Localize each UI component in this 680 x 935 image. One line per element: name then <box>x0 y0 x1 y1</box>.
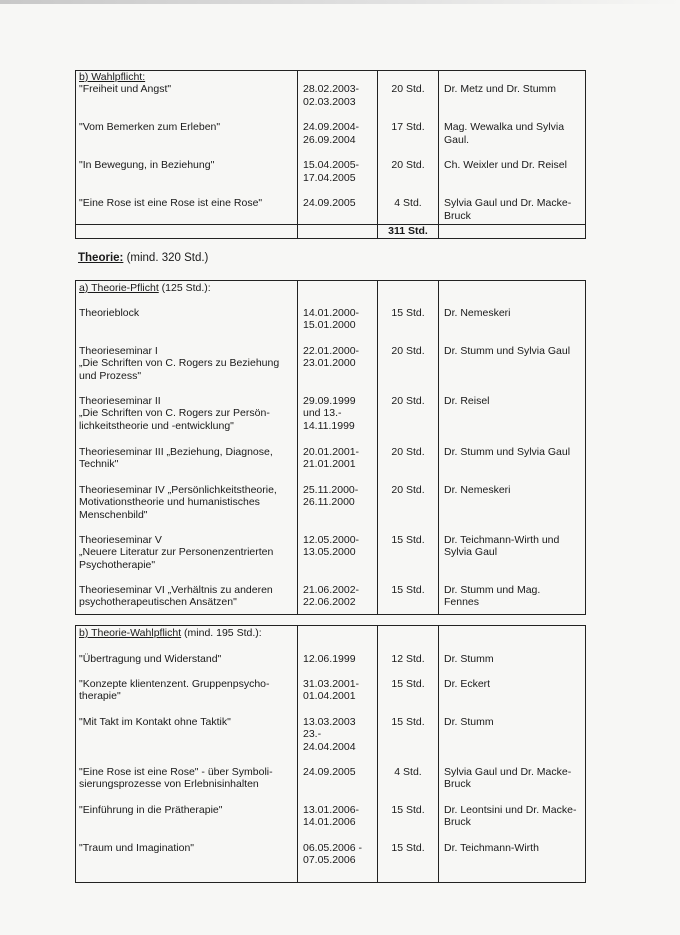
course-date: 13.03.2003 23.- 24.04.2004 <box>298 716 378 766</box>
course-title: Theorieseminar II „Die Schriften von C. Rogers zur Persön- lichkeitstheorie und -entwicklung" <box>76 395 298 446</box>
course-hours: 20 Std. <box>378 345 439 395</box>
course-leader: Sylvia Gaul und Dr. Macke- Bruck <box>439 766 586 804</box>
course-leader: Sylvia Gaul und Dr. Macke- Bruck <box>439 197 586 225</box>
course-date: 06.05.2006 - 07.05.2006 <box>298 842 378 883</box>
empty-cell <box>298 71 378 84</box>
course-title: Theorieblock <box>76 295 298 345</box>
empty-cell <box>298 281 378 295</box>
course-date: 24.09.2004- 26.09.2004 <box>298 121 378 159</box>
table-row <box>76 121 586 159</box>
scan-edge-shadow <box>0 0 680 4</box>
section-header-label: b) Theorie-Wahlpflicht <box>79 627 182 639</box>
course-title: "Vom Bemerken zum Erleben" <box>76 121 298 159</box>
section-header <box>76 626 298 640</box>
table-row <box>76 534 586 584</box>
empty-cell <box>439 225 586 239</box>
course-date: 20.01.2001- 21.01.2001 <box>298 446 378 484</box>
course-leader: Dr. Stumm und Sylvia Gaul <box>439 446 586 484</box>
table-row <box>76 446 586 484</box>
course-date: 21.06.2002- 22.06.2002 <box>298 584 378 615</box>
table-row <box>76 678 586 716</box>
table-row <box>76 484 586 534</box>
course-date: 12.06.1999 <box>298 640 378 678</box>
course-hours: 20 Std. <box>378 446 439 484</box>
course-date: 13.01.2006- 14.01.2006 <box>298 804 378 842</box>
course-date: 22.01.2000- 23.01.2000 <box>298 345 378 395</box>
course-leader: Dr. Teichmann-Wirth und Sylvia Gaul <box>439 534 586 584</box>
course-title: Theorieseminar IV „Persönlichkeitstheorie, Motivationstheorie und humanistisches Menschenbild" <box>76 484 298 534</box>
course-leader: Dr. Stumm <box>439 640 586 678</box>
section-header <box>76 281 298 295</box>
course-hours: 15 Std. <box>378 678 439 716</box>
table-row <box>76 295 586 345</box>
course-leader: Dr. Stumm und Mag. Fennes <box>439 584 586 615</box>
course-hours: 20 Std. <box>378 484 439 534</box>
total-row <box>76 225 586 239</box>
table-row <box>76 395 586 446</box>
table-row <box>76 345 586 395</box>
section-header-label: a) Theorie-Pflicht <box>79 282 159 294</box>
course-hours: 17 Std. <box>378 121 439 159</box>
table-row <box>76 804 586 842</box>
theorie-pflicht-table <box>75 280 586 615</box>
table-row <box>76 716 586 766</box>
course-title: "Übertragung und Widerstand" <box>76 640 298 678</box>
course-date: 25.11.2000- 26.11.2000 <box>298 484 378 534</box>
table-row <box>76 83 586 121</box>
course-date: 14.01.2000- 15.01.2000 <box>298 295 378 345</box>
empty-cell <box>378 71 439 84</box>
section-header <box>76 71 298 84</box>
course-leader: Dr. Eckert <box>439 678 586 716</box>
section-header-note: (mind. 195 Std.): <box>181 627 262 639</box>
course-title: Theorieseminar V „Neuere Literatur zur Personenzentrierten Psychotherapie" <box>76 534 298 584</box>
course-title: "Einführung in die Prätherapie" <box>76 804 298 842</box>
course-hours: 15 Std. <box>378 716 439 766</box>
theorie-wahlpflicht-table <box>75 625 586 883</box>
empty-cell <box>439 71 586 84</box>
empty-cell <box>439 281 586 295</box>
empty-cell <box>378 281 439 295</box>
course-leader: Dr. Teichmann-Wirth <box>439 842 586 883</box>
course-date: 24.09.2005 <box>298 766 378 804</box>
course-hours: 20 Std. <box>378 83 439 121</box>
course-title: "Konzepte klientenzent. Gruppenpsycho- therapie" <box>76 678 298 716</box>
course-title: "Traum und Imagination" <box>76 842 298 883</box>
course-title: "Eine Rose ist eine Rose ist eine Rose" <box>76 197 298 225</box>
total-hours: 311 Std. <box>378 225 439 239</box>
section-header-label: b) Wahlpflicht: <box>79 71 146 83</box>
table-header-row <box>76 626 586 640</box>
table-row <box>76 842 586 883</box>
course-date: 29.09.1999 und 13.- 14.11.1999 <box>298 395 378 446</box>
table-header-row <box>76 71 586 84</box>
empty-cell <box>439 626 586 640</box>
course-title: Theorieseminar VI „Verhältnis zu anderen psychotherapeutischen Ansätzen" <box>76 584 298 615</box>
course-leader: Mag. Wewalka und Sylvia Gaul. <box>439 121 586 159</box>
course-date: 24.09.2005 <box>298 197 378 225</box>
course-hours: 20 Std. <box>378 395 439 446</box>
course-date: 31.03.2001- 01.04.2001 <box>298 678 378 716</box>
course-hours: 4 Std. <box>378 197 439 225</box>
empty-cell <box>378 626 439 640</box>
course-title: "In Bewegung, in Beziehung" <box>76 159 298 197</box>
course-hours: 15 Std. <box>378 584 439 615</box>
table-header-row <box>76 281 586 295</box>
course-hours: 15 Std. <box>378 534 439 584</box>
course-leader: Dr. Nemeskeri <box>439 484 586 534</box>
table-row <box>76 159 586 197</box>
course-leader: Dr. Stumm und Sylvia Gaul <box>439 345 586 395</box>
course-hours: 12 Std. <box>378 640 439 678</box>
course-title: "Mit Takt im Kontakt ohne Taktik" <box>76 716 298 766</box>
course-date: 28.02.2003- 02.03.2003 <box>298 83 378 121</box>
course-hours: 20 Std. <box>378 159 439 197</box>
course-title: "Eine Rose ist eine Rose" - über Symboli- sierungsprozesse von Erlebnisinhalten <box>76 766 298 804</box>
table-row <box>76 766 586 804</box>
theorie-heading: Theorie: (mind. 320 Std.) <box>78 252 209 264</box>
course-hours: 4 Std. <box>378 766 439 804</box>
table-row <box>76 197 586 225</box>
empty-cell <box>76 225 298 239</box>
table-row <box>76 584 586 615</box>
course-leader: Dr. Nemeskeri <box>439 295 586 345</box>
table-row <box>76 640 586 678</box>
course-hours: 15 Std. <box>378 842 439 883</box>
wahlpflicht-table <box>75 70 586 239</box>
section-header-note: (125 Std.): <box>158 282 211 294</box>
course-title: "Freiheit und Angst" <box>76 83 298 121</box>
course-leader: Dr. Metz und Dr. Stumm <box>439 83 586 121</box>
empty-cell <box>298 626 378 640</box>
course-leader: Ch. Weixler und Dr. Reisel <box>439 159 586 197</box>
empty-cell <box>298 225 378 239</box>
course-title: Theorieseminar III „Beziehung, Diagnose, Technik" <box>76 446 298 484</box>
course-date: 15.04.2005- 17.04.2005 <box>298 159 378 197</box>
course-hours: 15 Std. <box>378 295 439 345</box>
course-hours: 15 Std. <box>378 804 439 842</box>
course-leader: Dr. Stumm <box>439 716 586 766</box>
course-title: Theorieseminar I „Die Schriften von C. Rogers zu Beziehung und Prozess" <box>76 345 298 395</box>
course-leader: Dr. Leontsini und Dr. Macke- Bruck <box>439 804 586 842</box>
course-date: 12.05.2000- 13.05.2000 <box>298 534 378 584</box>
course-leader: Dr. Reisel <box>439 395 586 446</box>
